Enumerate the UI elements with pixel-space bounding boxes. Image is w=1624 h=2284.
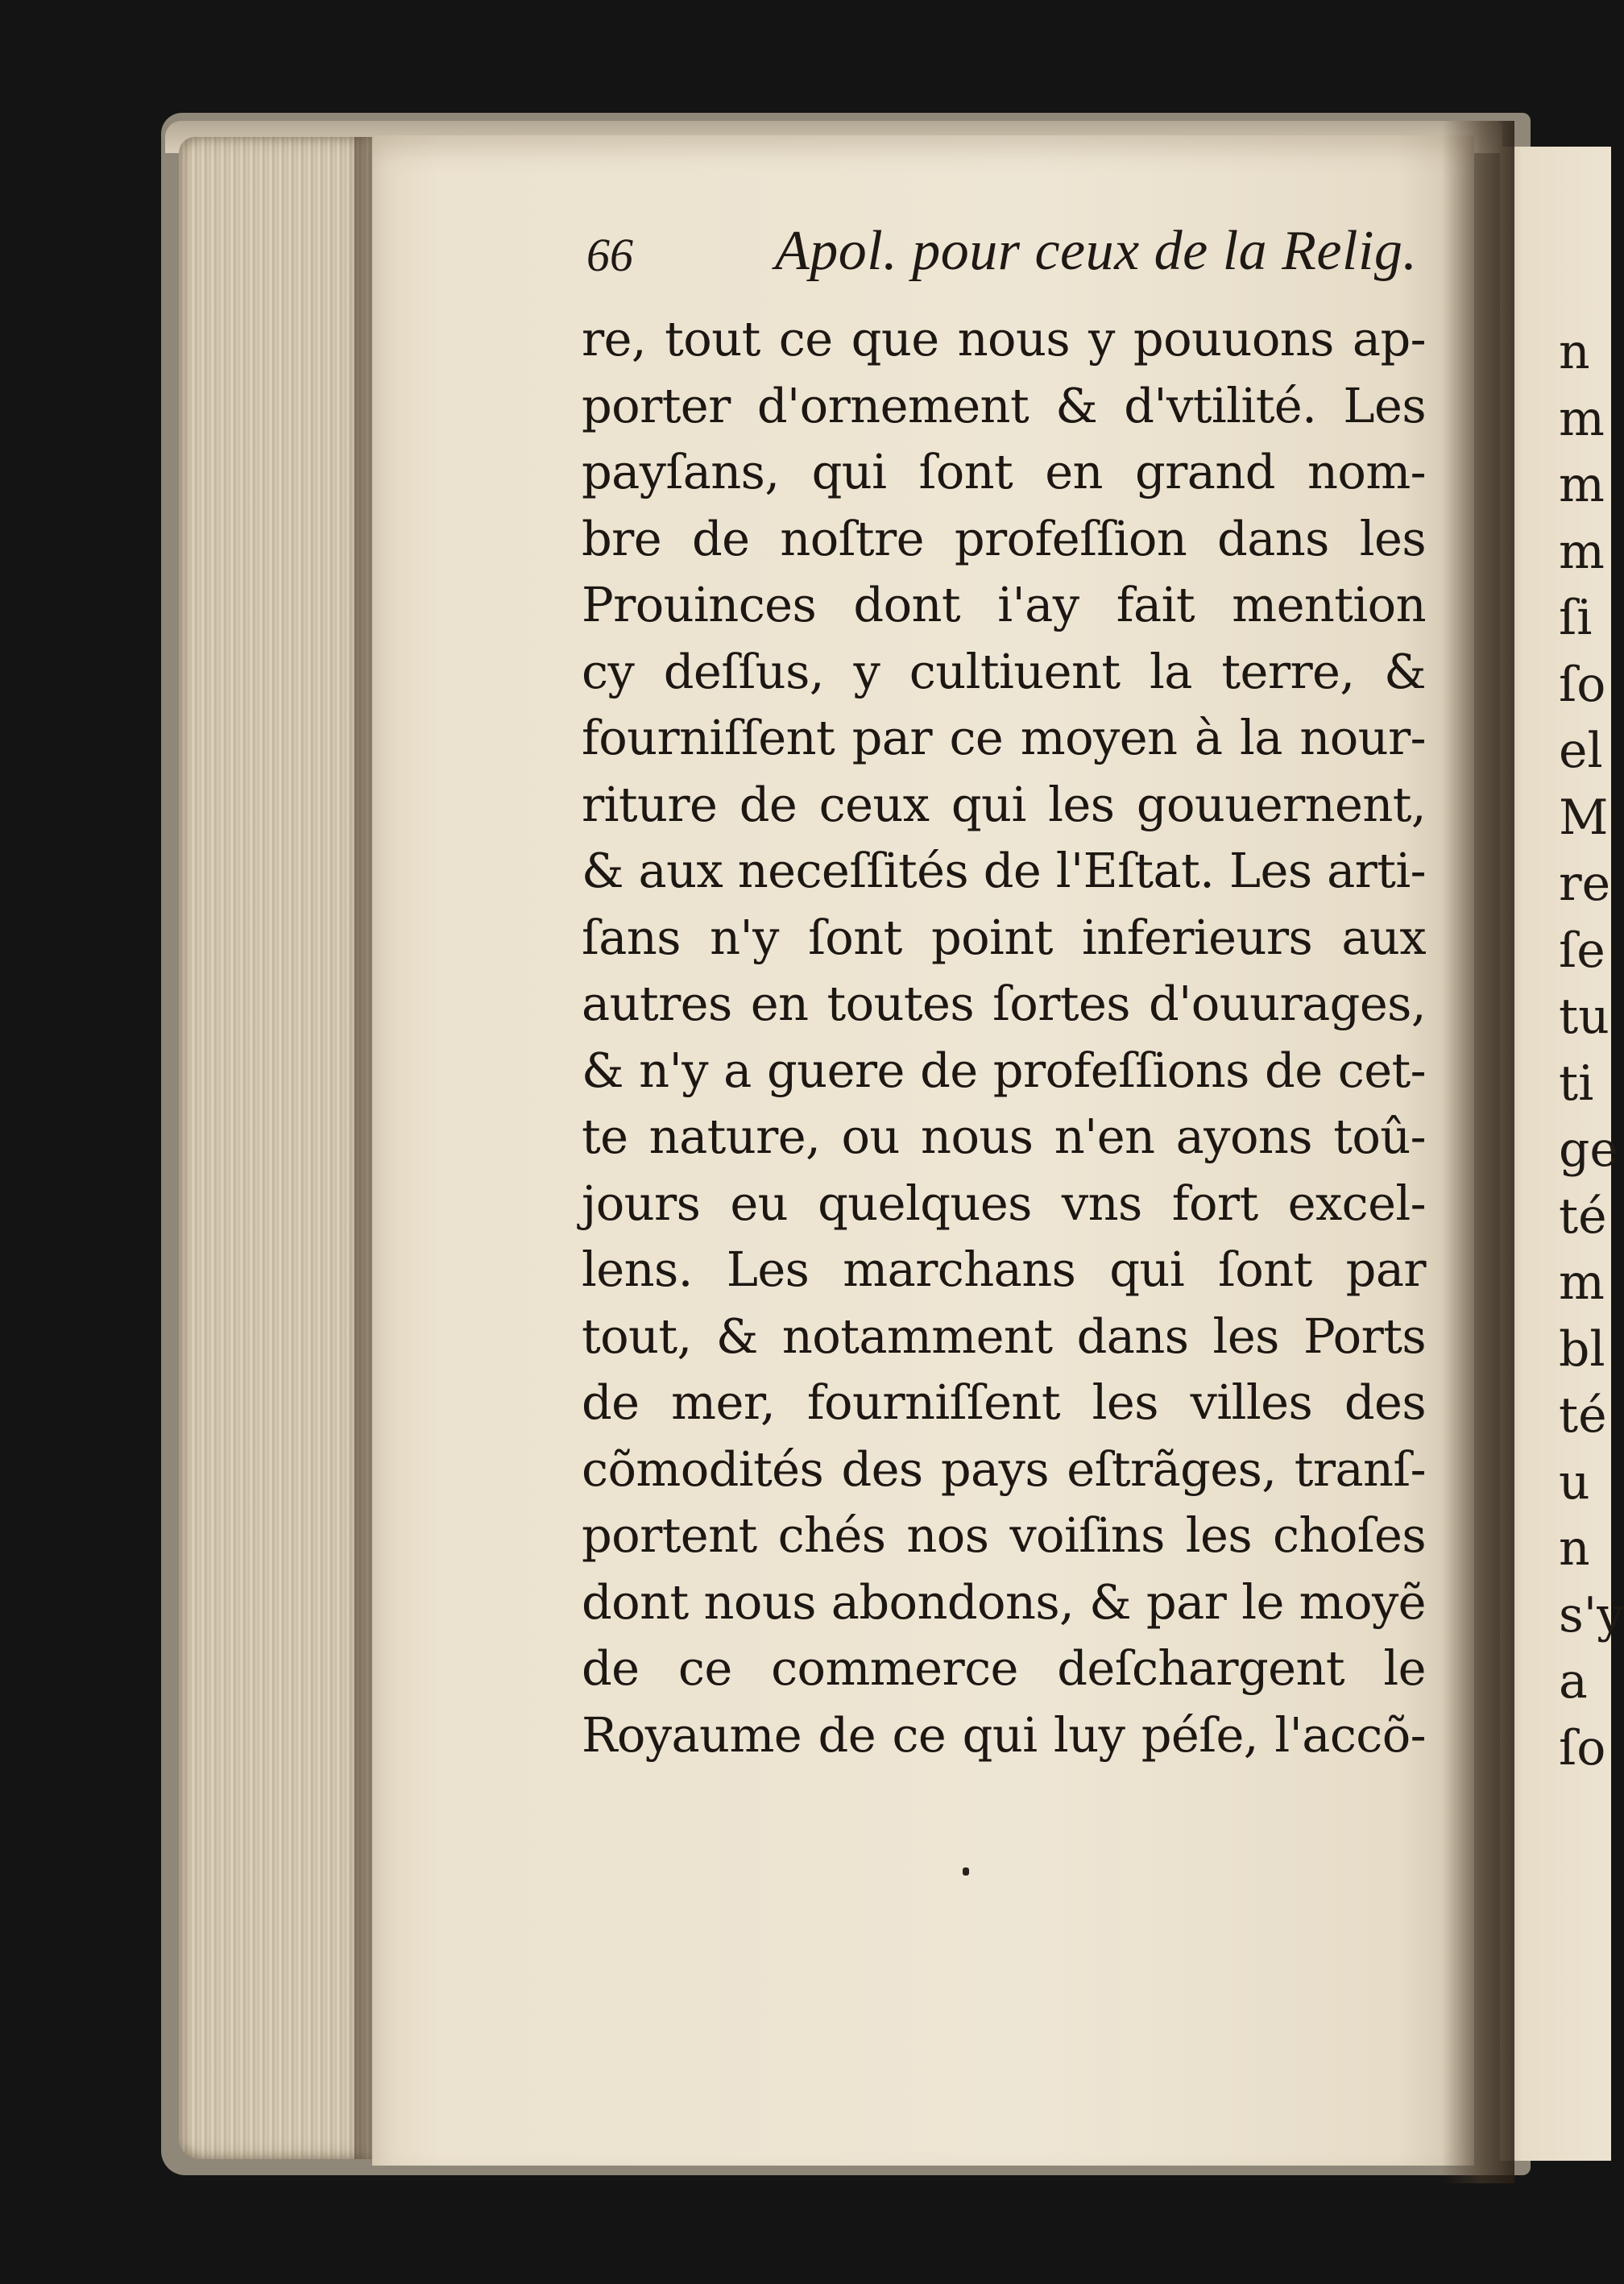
facing-line-start: m [1559,523,1605,580]
text-line: & aux neceſſités de l'Eſtat. Les arti- [582,843,1426,898]
facing-page-line-starts [1559,319,1624,1781]
facing-line-start: u [1559,1453,1590,1511]
facing-line-start: s'y [1559,1586,1624,1644]
facing-line-start: ſe [1559,922,1605,979]
body-text [582,306,1426,1768]
facing-line-start: té [1559,1188,1607,1245]
text-line: portent chés nos voiſins les choſes [582,1507,1426,1563]
text-line: de mer, fourniſſent les villes des [582,1374,1426,1430]
text-line: & n'y a guere de profeſſions de cet- [582,1042,1426,1098]
facing-line-start: m [1559,1254,1605,1311]
facing-line-start: té [1559,1387,1607,1444]
facing-line-start: re [1559,856,1611,912]
text-line: jours eu quelques vns fort excel- [582,1175,1426,1231]
text-line: riture de ceux qui les gouuernent, [582,776,1426,832]
facing-line-start: ge [1559,1121,1618,1178]
text-line: porter d'ornement & d'vtilité. Les [582,377,1426,433]
facing-line-start: bl [1559,1320,1605,1378]
facing-line-start: a [1559,1653,1588,1710]
facing-line-start: n [1559,1520,1590,1577]
gutter-shadow [1442,121,1514,2183]
ink-speck [963,1867,969,1876]
page-number: 66 [586,229,633,281]
text-line: re, tout ce que nous y pouuons ap- [582,311,1426,367]
text-line: ſans n'y ſont point inferieurs aux [582,909,1426,965]
text-line: bre de noſtre profeſſion dans les [582,510,1426,566]
text-line: cõmodités des pays eſtrãges, tranſ- [582,1440,1426,1497]
text-line: de ce commerce deſchargent le [582,1640,1426,1696]
facing-line-start: tu [1559,989,1610,1045]
facing-line-start: n [1559,324,1590,380]
text-line: autres en toutes ſortes d'ouurages, [582,976,1426,1031]
text-line: cy deſſus, y cultiuent la terre, & [582,643,1426,699]
text-line: payſans, qui ſont en grand nom- [582,444,1426,499]
facing-line-start: el [1559,723,1603,779]
running-head: Apol. pour ceux de la Relig. [775,220,1418,282]
page-fore-edges [179,137,372,2159]
text-line: Prouinces dont i'ay fait mention [582,577,1426,632]
facing-line-start: m [1559,457,1605,513]
text-line: tout, & notamment dans les Ports [582,1308,1426,1364]
text-line: fourniſſent par ce moyen à la nour- [582,710,1426,765]
text-line: dont nous abondons, & par le moyẽ [582,1573,1426,1630]
facing-line-start: M [1559,789,1609,846]
facing-line-start: ſi [1559,590,1593,646]
facing-line-start: m [1559,390,1605,447]
facing-line-start: ſo [1559,656,1606,713]
text-line: lens. Les marchans qui ſont par [582,1241,1426,1297]
facing-line-start: ti [1559,1055,1594,1112]
facing-line-start: ſo [1559,1719,1606,1776]
text-line: Royaume de ce qui luy péſe, l'accõ- [582,1706,1426,1763]
text-line: te nature, ou nous n'en ayons toû- [582,1109,1426,1164]
